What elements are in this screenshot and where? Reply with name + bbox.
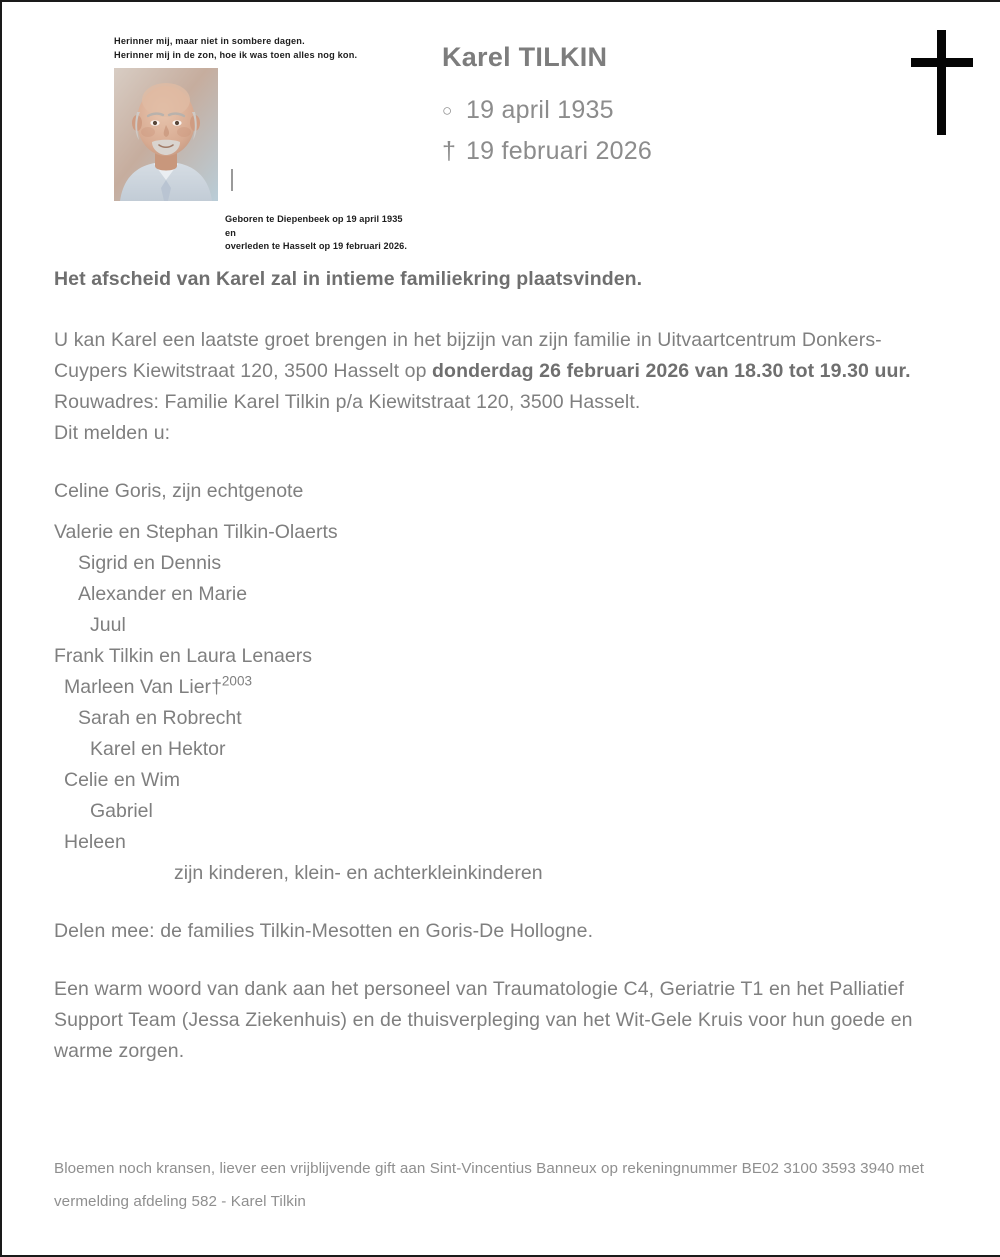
family-member xyxy=(54,517,954,548)
family-summary: zijn kinderen, klein- en achterkleinkinderen xyxy=(174,862,543,884)
family-member-name: Karel en Hektor xyxy=(90,738,226,760)
dagger-icon: † xyxy=(442,137,457,165)
portrait-photo xyxy=(114,68,218,201)
deceased-name: Karel TILKIN xyxy=(442,42,608,72)
visitation-datetime: donderdag 26 februari 2026 van 18.30 tot 19.30 uur. xyxy=(432,360,911,382)
cross-icon xyxy=(907,30,977,135)
death-date-line xyxy=(442,131,862,171)
family-member-name: Frank Tilkin en Laura Lenaers xyxy=(54,645,312,667)
memorial-card xyxy=(114,35,407,251)
family-member-name: Alexander en Marie xyxy=(78,583,248,605)
family-member xyxy=(54,610,954,641)
visitation-text: U kan Karel een laatste groet brengen in het bijzijn van zijn familie in Uitvaartcentrum Donkers-Cuypers Kiewitstraat 120, 3500 Hasselt op xyxy=(54,329,882,382)
family-member xyxy=(54,734,954,765)
family-list xyxy=(54,476,954,889)
family-member-name: Celie en Wim xyxy=(64,769,180,791)
family-member xyxy=(54,548,954,579)
family-member xyxy=(54,796,954,827)
family-members xyxy=(54,517,954,858)
family-member xyxy=(54,827,954,858)
birth-circle-icon: ○ xyxy=(442,101,453,120)
family-spouse: Celine Goris, zijn echtgenote xyxy=(54,480,304,502)
donation-note: Bloemen noch kransen, liever een vrijblijvende gift aan Sint-Vincentius Banneux op rekeningnummer BE02 3100 3593 3940 met vermelding afdeling 582 - Karel Tilkin xyxy=(54,1160,925,1210)
family-member xyxy=(54,641,954,672)
birth-date: 19 april 1935 xyxy=(466,96,614,124)
verse-line-2: Herinner mij in de zon, hoe ik was toen alles nog kon. xyxy=(114,49,358,60)
family-member-name: Gabriel xyxy=(90,800,153,822)
verse-line-1: Herinner mij, maar niet in sombere dagen. xyxy=(114,36,305,46)
family-member xyxy=(54,672,954,703)
family-member xyxy=(54,703,954,734)
visitation-paragraph xyxy=(54,325,954,387)
family-member-name: Juul xyxy=(90,614,126,636)
family-member-name: Valerie en Stephan Tilkin-Olaerts xyxy=(54,521,338,543)
family-member-name: Marleen Van Lier xyxy=(64,676,212,698)
mourning-address: Rouwadres: Familie Karel Tilkin p/a Kiewitstraat 120, 3500 Hasselt. xyxy=(54,391,641,413)
memorial-card-caption xyxy=(225,213,410,254)
shared-by-families: Delen mee: de families Tilkin-Mesotten en Goris-De Hollogne. xyxy=(54,920,594,942)
deceased-marker: †$^{2003}$ xyxy=(211,673,252,698)
notice-header xyxy=(2,2,1000,251)
family-member-name: Heleen xyxy=(64,831,126,853)
family-member-name: Sarah en Robrecht xyxy=(78,707,242,729)
announcement-intro: Dit melden u: xyxy=(54,422,171,444)
family-member-name: Sigrid en Dennis xyxy=(78,552,222,574)
memorial-verse xyxy=(114,35,404,62)
birth-date-line xyxy=(442,90,862,131)
memorial-card-body xyxy=(114,68,407,251)
identity-block xyxy=(442,40,862,171)
family-member xyxy=(54,765,954,796)
thanks-paragraph: Een warm woord van dank aan het personeel van Traumatologie C4, Geriatrie T1 en het Palliatief Support Team (Jessa Ziekenhuis) en de thuisverpleging van het Wit-Gele Kruis voor hun goede en warme zorgen. xyxy=(54,978,913,1062)
family-member xyxy=(54,579,954,610)
caption-line-1: Geboren te Diepenbeek op 19 april 1935 en xyxy=(225,214,403,238)
farewell-statement: Het afscheid van Karel zal in intieme familiekring plaatsvinden. xyxy=(54,268,643,290)
notice-body xyxy=(54,264,954,1067)
caption-line-2: overleden te Hasselt op 19 februari 2026. xyxy=(225,241,407,251)
text-cursor-mark xyxy=(231,169,233,191)
death-date: 19 februari 2026 xyxy=(466,137,653,165)
